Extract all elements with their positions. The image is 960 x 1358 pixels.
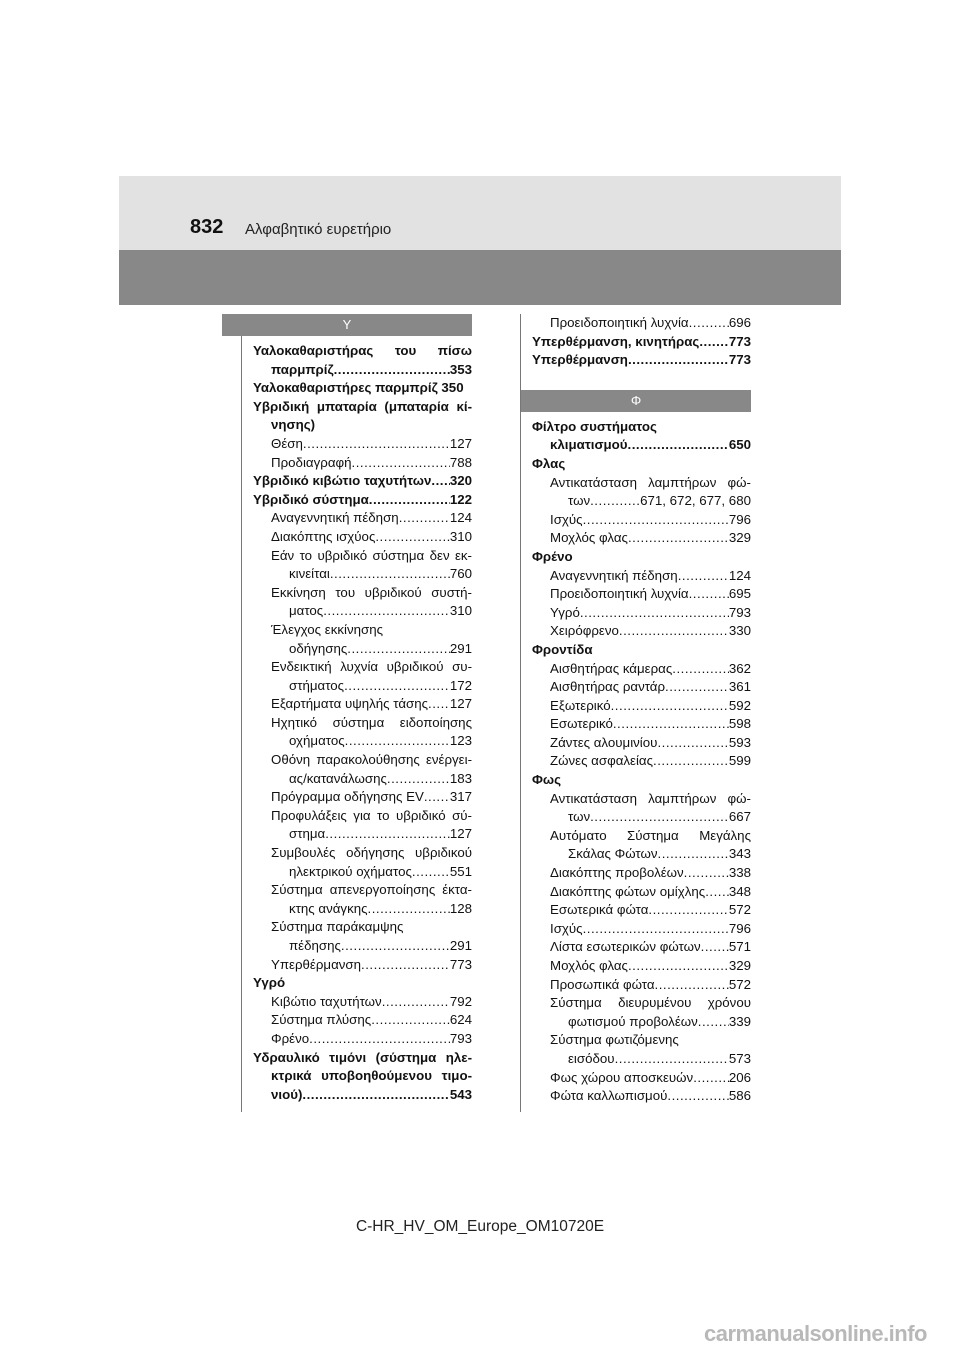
index-subentry: Συμβουλές οδήγησης υβριδικού xyxy=(271,845,472,861)
index-subentry: Εάν το υβριδικό σύστημα δεν εκ- xyxy=(271,547,472,563)
index-entry: Φροντίδα xyxy=(532,641,593,657)
index-subentry: Σύστημα διευρυμένου χρόνου xyxy=(550,995,751,1011)
index-subentry: Οθόνη παρακολούθησης ενέργει- xyxy=(271,752,472,768)
index-subentry: Φώτα καλλωπισμού ..... 586 xyxy=(532,1087,751,1106)
index-entry: Υαλοκαθαριστήρας του πίσω xyxy=(253,343,472,358)
index-subentry: Πρόγραμμα οδήγησης EV ..... 317 xyxy=(253,788,472,807)
index-subentry: Προφυλάξεις για το υβριδικό σύ- xyxy=(271,807,472,823)
index-subentry: Φρένο ..... 793 xyxy=(253,1030,472,1049)
index-entry: παρμπρίζ ..... 353 xyxy=(253,361,472,380)
page-number: 832 xyxy=(190,216,224,238)
index-subentry: Ζάντες αλουμινίου ..... 593 xyxy=(532,734,751,753)
document-code: C-HR_HV_OM_Europe_OM10720E xyxy=(355,1218,605,1235)
index-entry: Υδραυλικό τιμόνι (σύστημα ηλε- xyxy=(253,1049,472,1065)
header-dark-band xyxy=(119,250,841,305)
index-entry: Υαλοκαθαριστήρες παρμπρίζ 350 xyxy=(253,380,464,396)
index-subentry: Αισθητήρας ραντάρ ..... 361 xyxy=(532,678,751,697)
index-subentry: Διακόπτης προβολέων ..... 338 xyxy=(532,864,751,883)
index-entry: νησης) xyxy=(271,417,316,433)
letter-heading-phi: Φ xyxy=(521,390,751,412)
index-subentry: Διακόπτης φώτων ομίχλης ..... 348 xyxy=(532,883,751,902)
index-subentry: Ισχύς ..... 796 xyxy=(532,920,751,939)
index-subentry: κτης ανάγκης ..... 128 xyxy=(253,900,472,919)
index-subentry: Σύστημα απενεργοποίησης έκτα- xyxy=(271,882,472,898)
index-subentry: Προδιαγραφή ..... 788 xyxy=(253,454,472,473)
index-subentry: Εσωτερικά φώτα ..... 572 xyxy=(532,901,751,920)
index-subentry: Αναγεννητική πέδηση ..... 124 xyxy=(253,509,472,528)
index-column-2 xyxy=(520,314,751,1112)
header-top-band xyxy=(119,176,841,250)
letter-heading-upsilon: Υ xyxy=(222,314,472,336)
index-subentry: Υπερθέρμανση ..... 773 xyxy=(253,956,472,975)
index-subentry: Μοχλός φλας ..... 329 xyxy=(532,529,751,548)
index-subentry: ματος ..... 310 xyxy=(253,602,472,621)
index-subentry: Σύστημα παράκαμψης xyxy=(271,919,404,935)
index-column-1 xyxy=(241,314,472,1112)
index-entry: Υβριδική μπαταρία (μπαταρία κί- xyxy=(253,398,472,414)
section-title: Αλφαβητικό ευρετήριο xyxy=(245,221,392,238)
index-entry: Φρένο xyxy=(532,548,573,564)
index-subentry: Εκκίνηση του υβριδικού συστή- xyxy=(271,584,472,600)
index-subentry: Διακόπτης ισχύος ..... 310 xyxy=(253,528,472,547)
index-entry: Φίλτρο συστήματος xyxy=(532,418,657,434)
watermark: carmanualsonline.info xyxy=(704,1321,927,1346)
index-entry: κλιματισμού ..... 650 xyxy=(532,436,751,455)
index-subentry: Σκάλας Φώτων ..... 343 xyxy=(532,845,751,864)
index-entry: νιού) ..... 543 xyxy=(253,1086,472,1105)
index-subentry: Αυτόματο Σύστημα Μεγάλης xyxy=(550,827,751,843)
index-subentry: Προειδοποιητική λυχνία ..... 696 xyxy=(532,314,751,333)
index-subentry: Σύστημα πλύσης ..... 624 xyxy=(253,1011,472,1030)
index-subentry: οδήγησης ..... 291 xyxy=(253,640,472,659)
index-entry: Υπερθέρμανση ..... 773 xyxy=(532,351,751,370)
index-subentry: Ισχύς ..... 796 xyxy=(532,511,751,530)
index-subentry: φωτισμού προβολέων ..... 339 xyxy=(532,1013,751,1032)
index-subentry: Ηχητικό σύστημα ειδοποίησης xyxy=(271,714,472,730)
index-subentry: Χειρόφρενο ..... 330 xyxy=(532,622,751,641)
index-subentry: Έλεγχος εκκίνησης xyxy=(271,621,384,637)
index-subentry: των ..... 671, 672, 677, 680 xyxy=(532,492,751,511)
index-subentry: κινείται ..... 760 xyxy=(253,565,472,584)
index-subentry: Αισθητήρας κάμερας ..... 362 xyxy=(532,660,751,679)
index-subentry: Ενδεικτική λυχνία υβριδικού συ- xyxy=(271,659,472,675)
index-subentry: Αντικατάσταση λαμπτήρων φώ- xyxy=(550,474,751,490)
index-entry: Φως xyxy=(532,772,562,788)
index-subentry: Προσωπικά φώτα ..... 572 xyxy=(532,976,751,995)
index-subentry: Προειδοποιητική λυχνία ..... 695 xyxy=(532,585,751,604)
index-entry: Υγρό xyxy=(253,975,286,991)
index-subentry: εισόδου ..... 573 xyxy=(532,1050,751,1069)
index-subentry: ας/κατανάλωσης ..... 183 xyxy=(253,770,472,789)
index-subentry: πέδησης ..... 291 xyxy=(253,937,472,956)
index-subentry: Υγρό ..... 793 xyxy=(532,604,751,623)
index-subentry: ηλεκτρικού οχήματος ..... 551 xyxy=(253,863,472,882)
index-subentry: Αναγεννητική πέδηση ..... 124 xyxy=(532,567,751,586)
index-entry: Υβριδικό σύστημα ..... 122 xyxy=(253,491,472,510)
index-subentry: Μοχλός φλας ..... 329 xyxy=(532,957,751,976)
index-subentry: στήματος ..... 172 xyxy=(253,677,472,696)
index-entry: Υβριδικό κιβώτιο ταχυτήτων ..... 320 xyxy=(253,472,472,491)
index-entry: Υπερθέρμανση, κινητήρας ..... 773 xyxy=(532,333,751,352)
index-subentry: Εξαρτήματα υψηλής τάσης ..... 127 xyxy=(253,695,472,714)
index-subentry: των ..... 667 xyxy=(532,808,751,827)
index-subentry: Σύστημα φωτιζόμενης xyxy=(550,1032,679,1048)
index-subentry: Κιβώτιο ταχυτήτων ..... 792 xyxy=(253,993,472,1012)
index-entry: Φλας xyxy=(532,455,566,471)
index-subentry: Θέση ..... 127 xyxy=(253,435,472,454)
index-subentry: στημα ..... 127 xyxy=(253,825,472,844)
index-subentry: οχήματος ..... 123 xyxy=(253,732,472,751)
index-subentry: Ζώνες ασφαλείας ..... 599 xyxy=(532,752,751,771)
index-subentry: Εσωτερικό ..... 598 xyxy=(532,715,751,734)
index-subentry: Φως χώρου αποσκευών ..... 206 xyxy=(532,1069,751,1088)
index-subentry: Λίστα εσωτερικών φώτων ..... 571 xyxy=(532,938,751,957)
index-entry: κτρικά υποβοηθούμενου τιμο- xyxy=(271,1068,472,1084)
index-subentry: Εξωτερικό ..... 592 xyxy=(532,697,751,716)
index-subentry: Αντικατάσταση λαμπτήρων φώ- xyxy=(550,790,751,806)
